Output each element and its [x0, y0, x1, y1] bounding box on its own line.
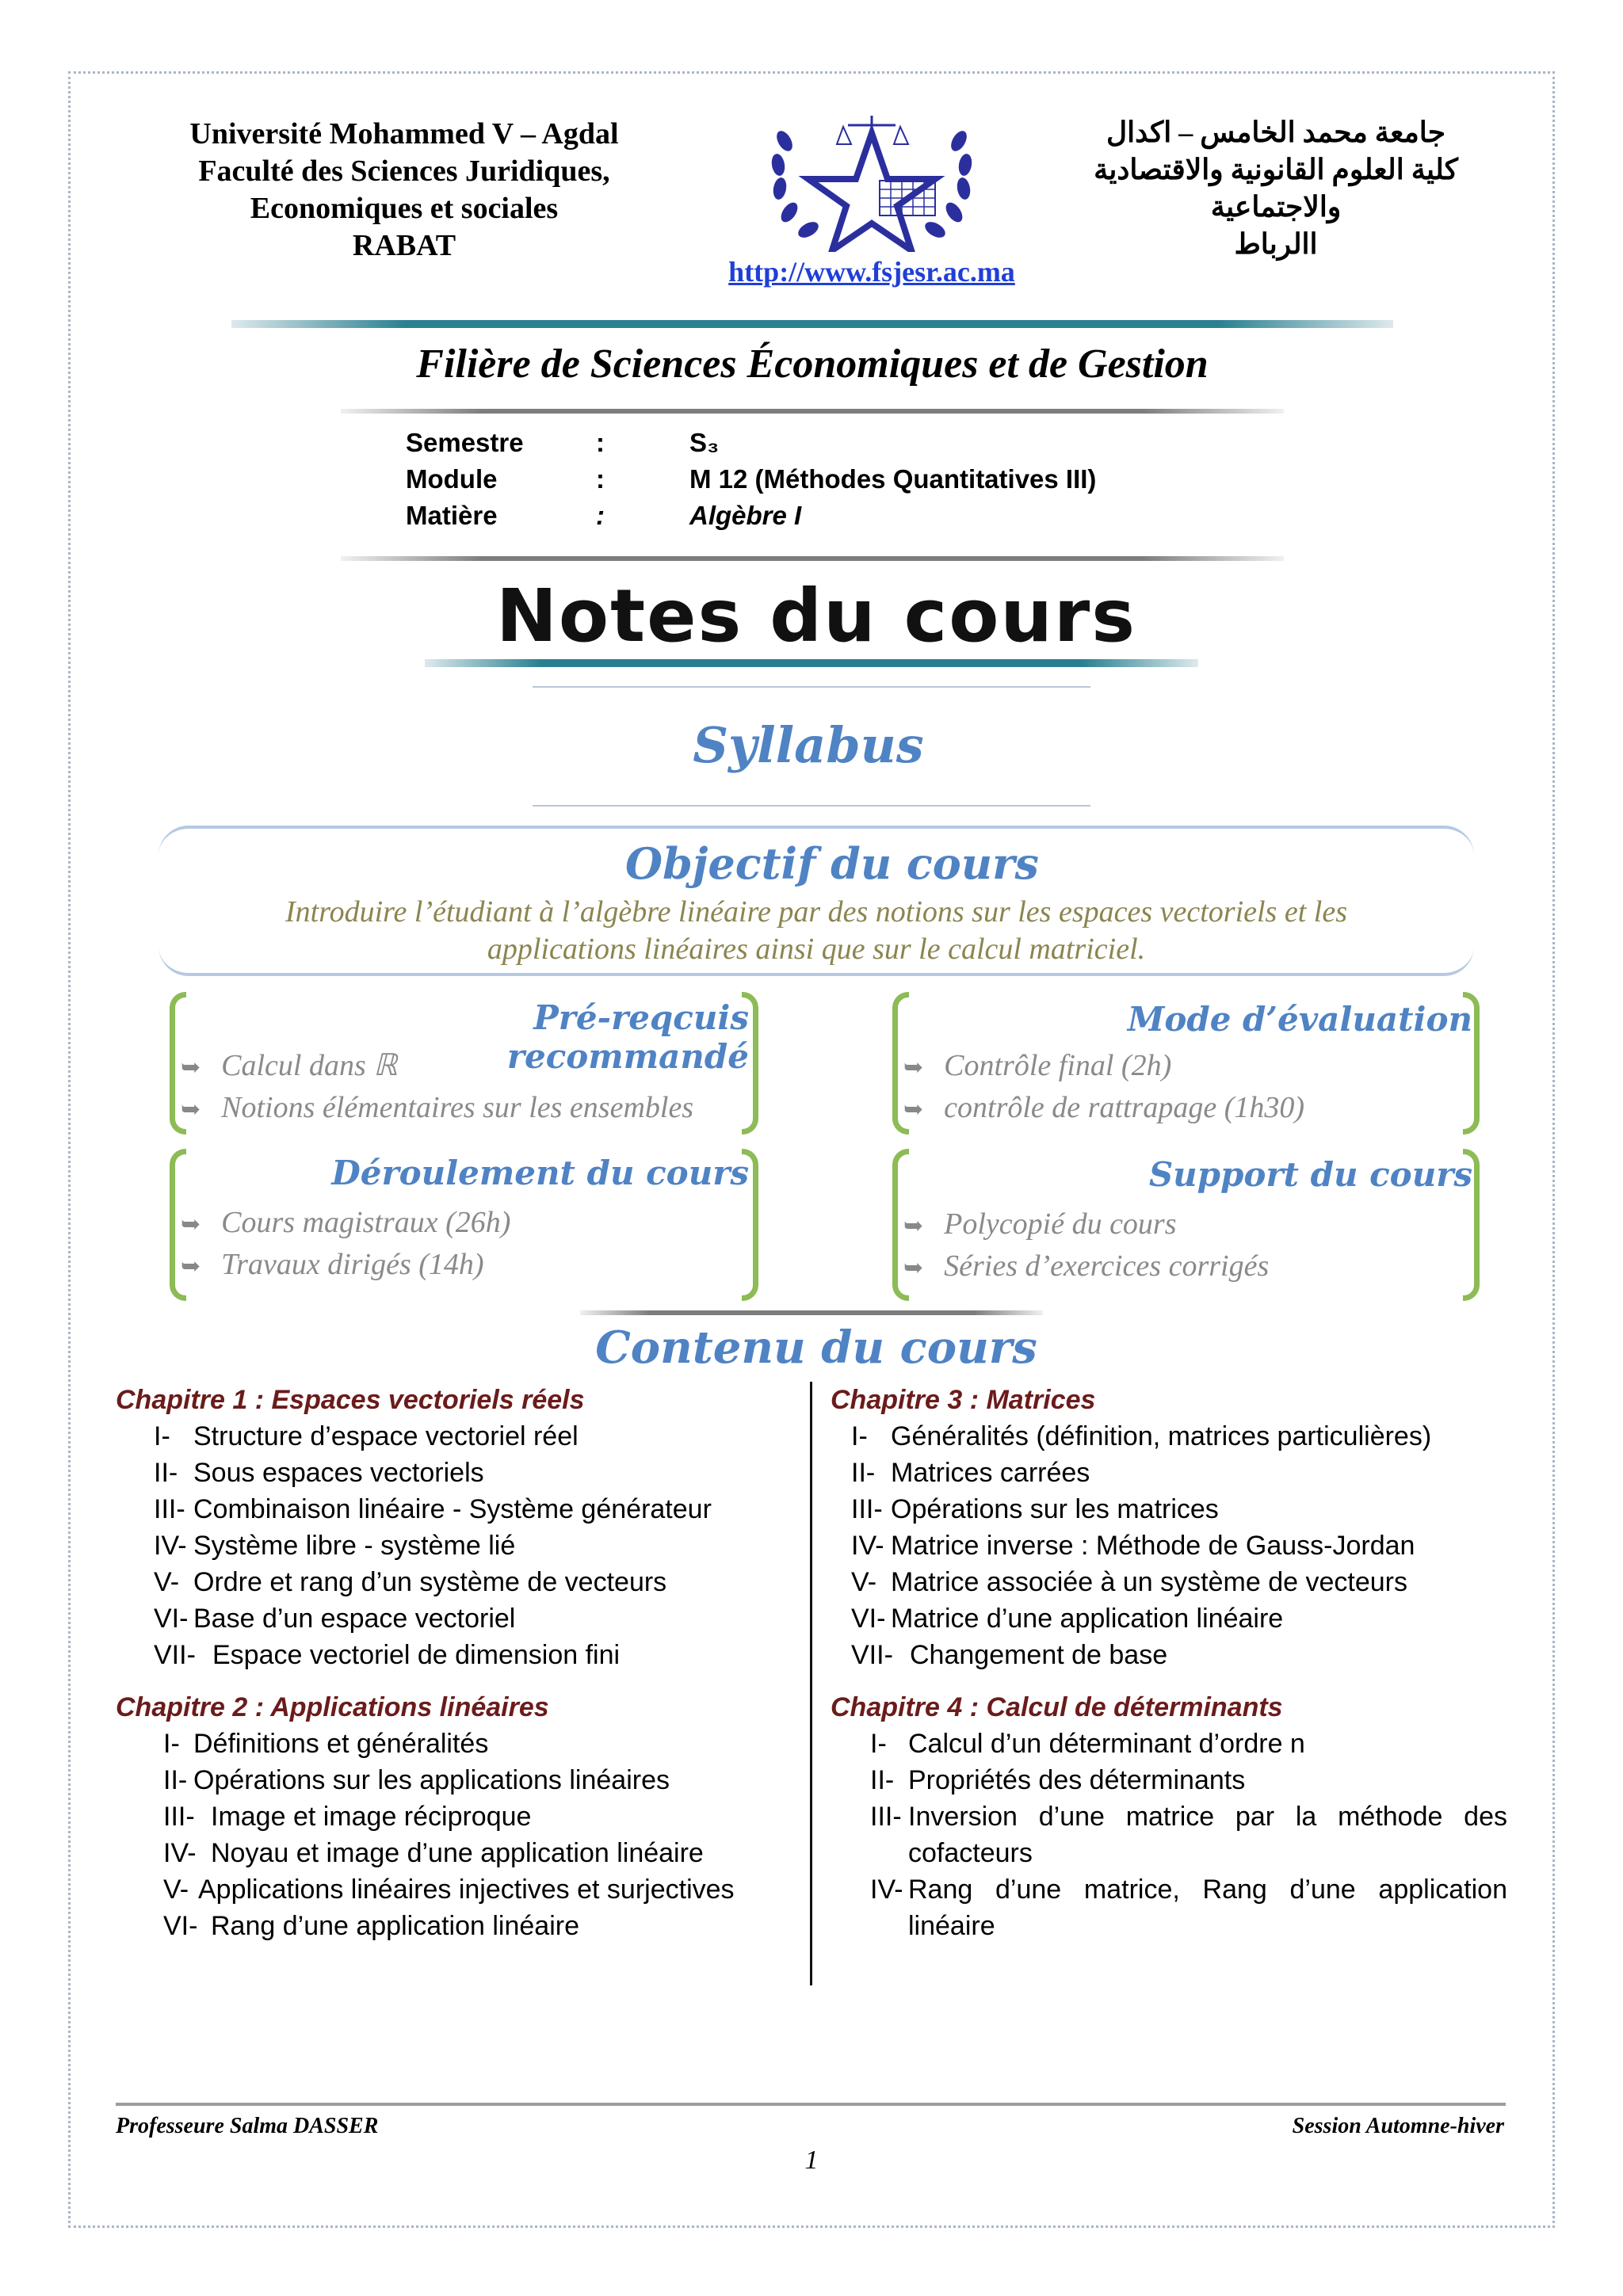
chapter-item: I- Structure d’espace vectoriel réel: [154, 1421, 579, 1451]
chapter-item: VI- Base d’un espace vectoriel: [154, 1604, 516, 1634]
chapter-item: III- Inversion d’une matrice par la méthode des cofacteurs: [870, 1802, 1507, 1868]
footer-divider: [116, 2103, 1506, 2106]
faculty-url-link[interactable]: http://www.fsjesr.ac.ma: [728, 256, 1015, 288]
header-left-line: Economiques et sociales: [250, 192, 559, 225]
chapter-item: I- Généralités (définition, matrices particulières): [851, 1421, 1432, 1451]
chapter-item: III- Opérations sur les matrices: [851, 1494, 1219, 1524]
title-underline: [425, 659, 1198, 667]
info-label: Module: [406, 464, 498, 494]
contenu-divider: [580, 1310, 1043, 1315]
list-item: ➥ Calcul dans ℝ: [181, 1049, 398, 1082]
deroulement-list: [181, 1203, 751, 1287]
chapter-title: Chapitre 3 : Matrices: [831, 1385, 1096, 1415]
evaluation-heading: Mode d’évaluation: [1127, 1000, 1472, 1039]
footer-author: Professeure Salma DASSER: [116, 2114, 379, 2138]
contenu-right-column: [831, 1382, 1509, 1944]
chapter-item: V- Applications linéaires injectives et surjectives: [163, 1875, 735, 1905]
info-label: Semestre: [406, 428, 524, 457]
chapter-item: IV- Matrice inverse : Méthode de Gauss-Jordan: [851, 1531, 1415, 1561]
chapter-item: II- Matrices carrées: [851, 1458, 1090, 1488]
list-item: ➥ Contrôle final (2h): [903, 1049, 1172, 1082]
header-right-line: كلية العلوم القانونية والاقتصادية: [1094, 154, 1458, 185]
info-row-semestre: [406, 425, 1096, 461]
chapter-item: II- Propriétés des déterminants: [870, 1765, 1246, 1795]
list-item: ➥ contrôle de rattrapage (1h30): [903, 1091, 1305, 1124]
objectif-line: applications linéaires ainsi que sur le calcul matriciel.: [487, 933, 1146, 966]
contenu-heading: Contenu du cours: [595, 1322, 1037, 1374]
list-item: ➥ Séries d’exercices corrigés: [903, 1249, 1270, 1283]
info-value: S₃: [689, 428, 720, 457]
chapter-item: VI- Matrice d’une application linéaire: [851, 1604, 1284, 1634]
list-item: ➥ Polycopié du cours: [903, 1207, 1177, 1241]
footer-session: Session Automne-hiver: [1292, 2114, 1504, 2138]
header-right-line: جامعة محمد الخامس – اكدال: [1106, 116, 1445, 148]
syllabus-top-line: [533, 686, 1090, 688]
chapter-item: III- Image et image réciproque: [163, 1802, 532, 1832]
evaluation-list: [903, 1046, 1458, 1130]
chapter-title: Chapitre 1 : Espaces vectoriels réels: [116, 1385, 585, 1415]
chapter-item: II- Sous espaces vectoriels: [154, 1458, 484, 1488]
chapter-item: III- Combinaison linéaire - Système générateur: [154, 1494, 712, 1524]
arrow-icon: ➥: [181, 1096, 201, 1123]
objectif-line: Introduire l’étudiant à l’algèbre linéaire par des notions sur les espaces vectoriels et les: [285, 895, 1347, 929]
deroulement-heading: Déroulement du cours: [331, 1154, 749, 1192]
filiere-title: Filière de Sciences Économiques et de Gestion: [416, 341, 1209, 387]
syllabus-bottom-line: [533, 805, 1090, 807]
column-separator: [810, 1382, 812, 1985]
contenu-left-column: [116, 1382, 797, 1944]
chapter-item: IV- Système libre - système lié: [154, 1531, 516, 1561]
header-left-line: RABAT: [352, 229, 456, 262]
header-divider: [231, 320, 1393, 328]
filiere-underline: [341, 409, 1284, 414]
chapter-item: V- Matrice associée à un système de vecteurs: [851, 1567, 1407, 1597]
list-item: ➥ Notions élémentaires sur les ensembles: [181, 1091, 694, 1124]
arrow-icon: ➥: [181, 1253, 201, 1280]
info-value: Algèbre I: [689, 501, 802, 530]
info-label: Matière: [406, 501, 498, 530]
arrow-icon: ➥: [181, 1211, 201, 1238]
chapter-title: Chapitre 2 : Applications linéaires: [116, 1692, 549, 1722]
info-colon: :: [596, 501, 605, 530]
arrow-icon: ➥: [903, 1054, 924, 1081]
prerequis-heading: Pré-reqcuis recommandé: [506, 998, 749, 1076]
university-name-fr: [135, 116, 674, 265]
info-colon: :: [596, 464, 605, 494]
chapter-title: Chapitre 4 : Calcul de déterminants: [831, 1692, 1283, 1722]
info-row-module: [406, 461, 1096, 498]
chapter-item: VI- Rang d’une application linéaire: [163, 1911, 579, 1941]
arrow-icon: ➥: [181, 1054, 201, 1081]
support-heading: Support du cours: [1148, 1155, 1472, 1194]
chapter-item: VII- Espace vectoriel de dimension fini: [154, 1640, 621, 1670]
chapter-item: V- Ordre et rang d’un système de vecteurs: [154, 1567, 667, 1597]
course-info: [406, 425, 1096, 534]
info-divider: [341, 556, 1284, 561]
arrow-icon: ➥: [903, 1212, 924, 1240]
info-row-matiere: [406, 498, 1096, 534]
chapter-item: IV- Rang d’une matrice, Rang d’une application linéaire: [870, 1875, 1507, 1941]
info-value: M 12 (Méthodes Quantitatives III): [689, 464, 1097, 494]
chapter-item: IV- Noyau et image d’une application linéaire: [163, 1838, 704, 1868]
university-name-ar: [1086, 114, 1466, 263]
syllabus-heading: Syllabus: [693, 716, 924, 774]
objectif-heading: Objectif du cours: [625, 838, 1039, 889]
arrow-icon: ➥: [903, 1096, 924, 1123]
prerequis-list: [181, 1046, 751, 1130]
chapter-item: I- Calcul d’un déterminant d’ordre n: [870, 1729, 1305, 1759]
header-left-line: Université Mohammed V – Agdal: [189, 117, 619, 151]
page-title: Notes du cours: [495, 574, 1137, 658]
support-list: [903, 1204, 1458, 1288]
objectif-text: [198, 894, 1434, 968]
header-left-line: Faculté des Sciences Juridiques,: [198, 154, 610, 188]
chapter-item: VII- Changement de base: [851, 1640, 1168, 1670]
header-right-line: والاجتماعية: [1210, 191, 1342, 223]
arrow-icon: ➥: [903, 1254, 924, 1282]
page-number: 1: [804, 2145, 819, 2175]
list-item: ➥ Travaux dirigés (14h): [181, 1248, 484, 1281]
list-item: ➥ Cours magistraux (26h): [181, 1206, 511, 1239]
chapter-item: II- Opérations sur les applications linéaires: [163, 1765, 670, 1795]
info-colon: :: [596, 428, 605, 457]
header-right-line: االرباط: [1234, 228, 1318, 260]
university-emblem-icon: [761, 109, 983, 252]
chapter-item: I- Définitions et généralités: [163, 1729, 489, 1759]
